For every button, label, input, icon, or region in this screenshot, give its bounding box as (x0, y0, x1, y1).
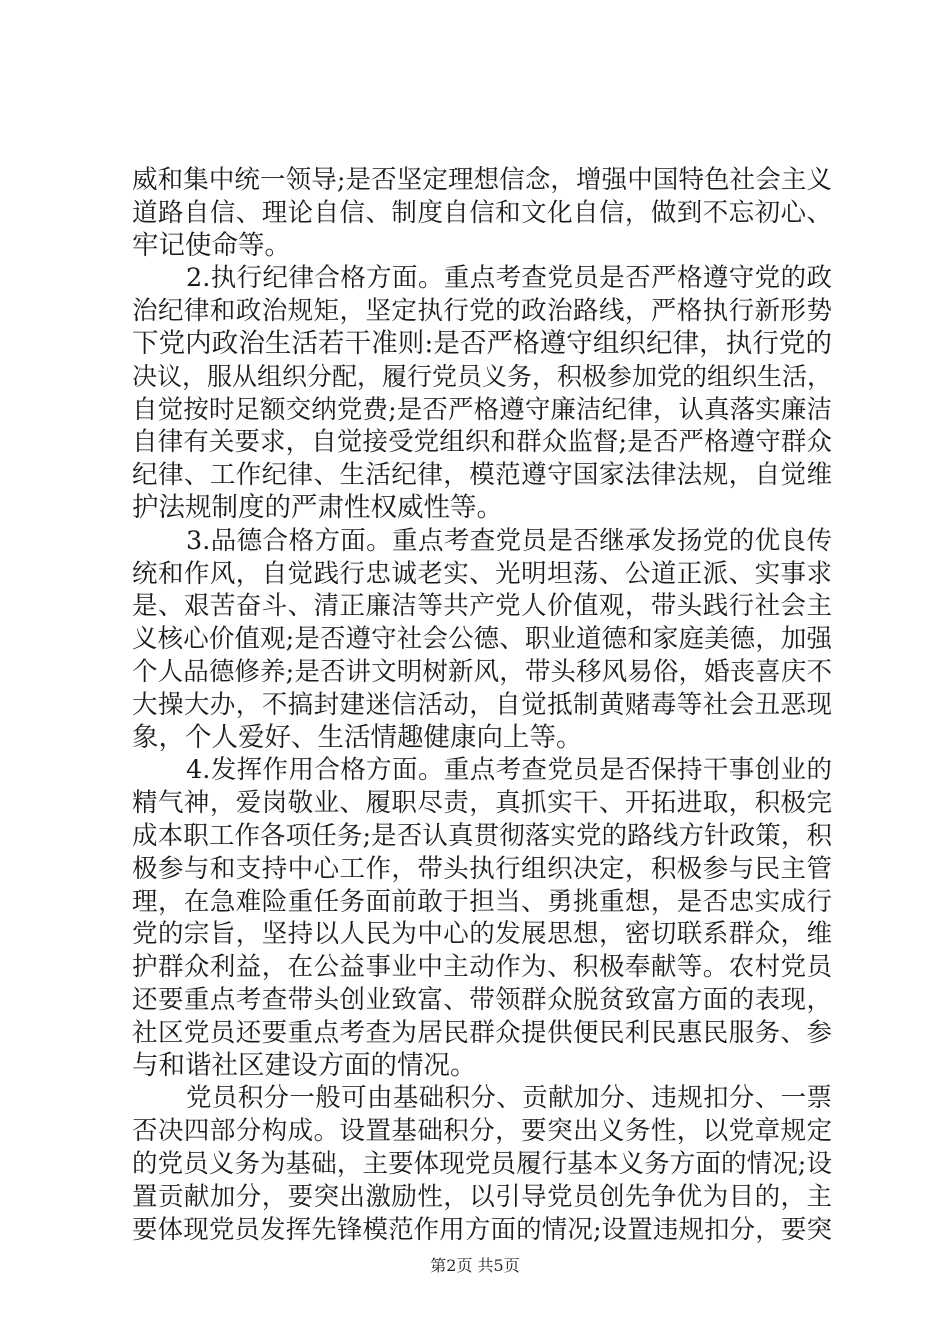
text-line: 理，在急难险重任务面前敢于担当、勇挑重想，是否忠实成行 (132, 886, 832, 917)
text-line: 否决四部分构成。设置基础积分，要突出义务性，以党章规定 (132, 1116, 832, 1147)
text-line: 自觉按时足额交纳党费;是否严格遵守廉洁纪律，认真落实廉洁 (132, 394, 832, 425)
text-line: 与和谐社区建设方面的情况。 (132, 1049, 477, 1081)
text-line: 精气神，爱岗敬业、履职尽责，真抓实干、开拓进取，积极完 (132, 788, 832, 819)
text-line: 道路自信、理论自信、制度自信和文化自信，做到不忘初心、 (132, 197, 832, 228)
text-line: 置贡献加分，要突出激励性，以引导党员创先争优为目的，主 (132, 1181, 832, 1212)
text-line: 2.执行纪律合格方面。重点考查党员是否严格遵守党的政 (186, 263, 832, 294)
text-line: 极参与和支持中心工作，带头执行组织决定，积极参与民主管 (132, 853, 832, 884)
text-line: 个人品德修养;是否讲文明树新风，带头移风易俗，婚丧喜庆不 (132, 656, 832, 687)
text-line: 党的宗旨，坚持以人民为中心的发展思想，密切联系群众，维 (132, 919, 832, 950)
text-line: 护法规制度的严肃性权威性等。 (132, 491, 503, 523)
text-line: 社区党员还要重点考查为居民群众提供便民利民惠民服务、参 (132, 1017, 832, 1048)
text-line: 统和作风，自觉践行忠诚老实、光明坦荡、公道正派、实事求 (132, 558, 832, 589)
text-line: 下党内政治生活若干准则:是否严格遵守组织纪律，执行党的 (132, 327, 832, 359)
text-line: 成本职工作各项任务;是否认真贯彻落实党的路线方针政策，积 (132, 820, 832, 851)
text-line: 纪律、工作纪律、生活纪律，模范遵守国家法律法规，自觉维 (132, 460, 832, 491)
text-line: 4.发挥作用合格方面。重点考查党员是否保持干事创业的 (186, 755, 832, 786)
text-line: 还要重点考查带头创业致富、带领群众脱贫致富方面的表现， (132, 984, 832, 1015)
text-line: 3.品德合格方面。重点考查党员是否继承发扬党的优良传 (186, 525, 832, 556)
text-line: 党员积分一般可由基础积分、贡献加分、违规扣分、一票 (186, 1083, 832, 1114)
text-line: 是、艰苦奋斗、清正廉洁等共产党人价值观，带头践行社会主 (132, 591, 832, 622)
page-footer: 第2页 共5页 (430, 1256, 520, 1275)
text-line: 象，个人爱好、生活情趣健康向上等。 (132, 721, 583, 753)
text-line: 要体现党员发挥先锋模范作用方面的情况;设置违规扣分，要突 (132, 1214, 832, 1245)
text-line: 威和集中统一领导;是否坚定理想信念，增强中国特色社会主义 (132, 165, 832, 195)
text-line: 治纪律和政治规矩，坚定执行党的政治路线，严格执行新形势 (132, 296, 832, 327)
text-line: 自律有关要求，自觉接受党组织和群众监督;是否严格遵守群众 (132, 427, 832, 458)
text-line: 决议，服从组织分配，履行党员义务，积极参加党的组织生活， (132, 361, 833, 391)
document-body (132, 164, 832, 1246)
text-line: 大操大办，不搞封建迷信活动，自觉抵制黄赌毒等社会丑恶现 (132, 689, 832, 720)
text-line: 的党员义务为基础，主要体现党员履行基本义务方面的情况;设 (132, 1148, 832, 1179)
text-line: 牢记使命等。 (132, 229, 291, 261)
text-line: 义核心价值观;是否遵守社会公德、职业道德和家庭美德，加强 (132, 624, 832, 655)
text-line: 护群众利益，在公益事业中主动作为、积极奉献等。农村党员 (132, 952, 832, 983)
